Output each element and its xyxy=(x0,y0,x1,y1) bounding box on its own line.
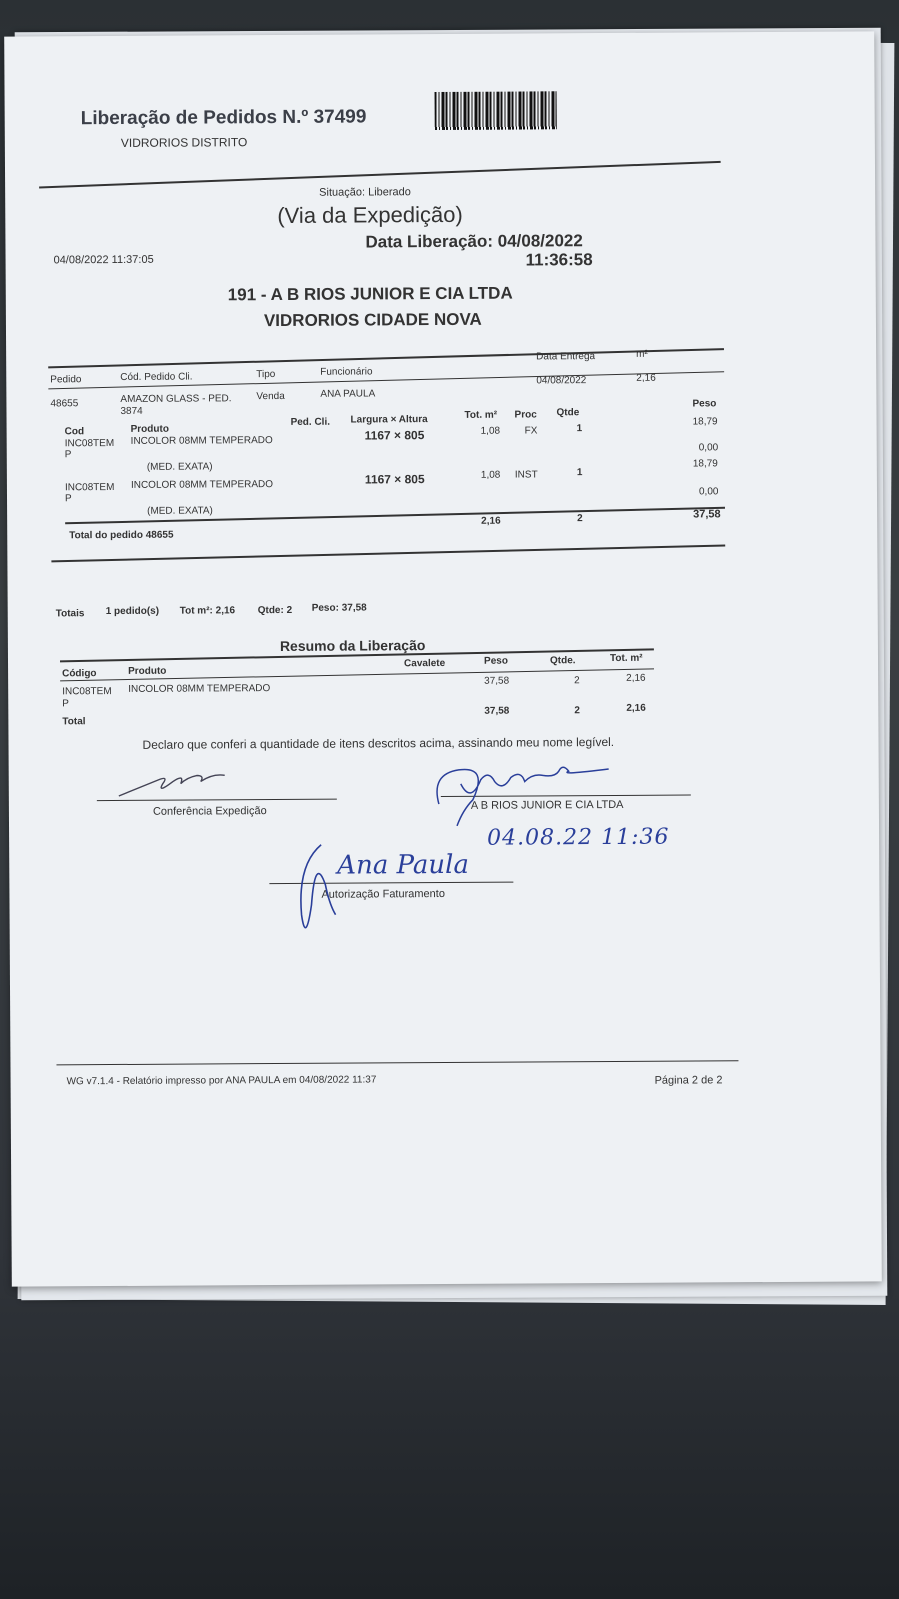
order-bottom-line xyxy=(51,545,725,562)
release-date: Data Liberação: 04/08/2022 xyxy=(365,231,583,252)
item1-proc: FX xyxy=(524,425,538,437)
summary-total-tot-m2: 2,16 xyxy=(626,702,646,714)
item1-dimensions: 1167 × 805 xyxy=(364,428,425,443)
release-time: 11:36:58 xyxy=(525,250,593,270)
totals-peso: Peso: 37,58 xyxy=(311,602,367,614)
item2-produto: INCOLOR 08MM TEMPERADO xyxy=(130,479,274,491)
handwritten-date: 04.08.22 11:36 xyxy=(487,824,670,851)
order-total-label: Total do pedido 48655 xyxy=(69,529,174,542)
handwritten-name: Ana Paula xyxy=(337,849,470,881)
produto-header: Produto xyxy=(130,423,169,435)
declaration-text: Declaro que conferi a quantidade de itens descritos acima, assinando meu nome legível. xyxy=(142,734,615,752)
data-entrega-label: Data Entrega xyxy=(536,351,596,363)
client-store: VIDRORIOS CIDADE NOVA xyxy=(263,309,482,331)
ped-cli-header: Ped. Cli. xyxy=(290,416,331,428)
cod-pedido-label: Cód. Pedido Cli. xyxy=(120,371,193,383)
item2-peso: 18,79 xyxy=(692,458,718,470)
company-name: VIDRORIOS DISTRITO xyxy=(120,135,248,150)
footer-right: Página 2 de 2 xyxy=(654,1074,723,1087)
tipo-label: Tipo xyxy=(256,369,276,381)
summary-produto-header: Produto xyxy=(128,665,167,677)
totals-m2: Tot m²: 2,16 xyxy=(179,605,236,617)
cod-pedido-line2: 3874 xyxy=(120,405,143,417)
summary-total-label: Total xyxy=(62,716,86,728)
item1-produto: INCOLOR 08MM TEMPERADO xyxy=(130,435,273,447)
order-tipo: Venda xyxy=(256,390,285,403)
m2-label: m² xyxy=(636,348,648,360)
item2-qtde: 1 xyxy=(576,467,583,479)
status-text: Situação: Liberado xyxy=(319,186,411,199)
funcionario-label: Funcionário xyxy=(320,366,373,378)
authorization-signature-flourish xyxy=(301,845,336,928)
conference-signature xyxy=(119,775,225,796)
summary-total-qtde: 2 xyxy=(574,705,580,717)
tot-m2-header: Tot. m² xyxy=(464,409,498,421)
conference-label: Conferência Expedição xyxy=(152,805,267,818)
item2-tot-m2: 1,08 xyxy=(480,469,501,481)
item1-cod-line1: INC08TEM xyxy=(64,438,115,450)
copy-label: (Via da Expedição) xyxy=(277,201,463,229)
order-m2: 2,16 xyxy=(636,372,656,384)
document-title: Liberação de Pedidos N.º 37499 xyxy=(80,106,367,130)
header-divider xyxy=(39,161,721,188)
order-total-peso: 37,58 xyxy=(693,508,721,521)
order-top-line xyxy=(48,348,724,368)
item1-obs: (MED. EXATA) xyxy=(146,461,213,473)
qtde-header: Qtde xyxy=(556,407,580,419)
cod-header: Cod xyxy=(64,426,85,438)
item1-peso: 18,79 xyxy=(692,416,718,428)
summary-codigo-line2: P xyxy=(62,698,69,710)
item1-peso-extra: 0,00 xyxy=(698,442,719,454)
peso-header: Peso xyxy=(692,398,717,410)
item2-obs: (MED. EXATA) xyxy=(147,505,213,517)
item1-qtde: 1 xyxy=(576,423,583,435)
pedido-label: Pedido xyxy=(50,374,82,386)
item2-dimensions: 1167 × 805 xyxy=(364,472,425,487)
totals-label: Totais xyxy=(55,608,85,620)
authorization-label: Autorização Faturamento xyxy=(321,887,445,901)
summary-peso: 37,58 xyxy=(484,675,510,687)
footer-line xyxy=(56,1060,738,1065)
client-signature-label: A B RIOS JUNIOR E CIA LTDA xyxy=(470,798,624,812)
item2-proc: INST xyxy=(514,469,538,481)
summary-tot-m2: 2,16 xyxy=(626,672,646,684)
cod-pedido-line1: AMAZON GLASS - PED. xyxy=(120,393,232,405)
summary-tot-m2-header: Tot. m² xyxy=(609,652,643,664)
summary-codigo-line1: INC08TEM xyxy=(62,686,112,698)
barcode xyxy=(435,91,557,130)
summary-qtde-header: Qtde. xyxy=(549,655,576,667)
summary-total-peso: 37,58 xyxy=(484,705,510,717)
proc-header: Proc xyxy=(514,409,537,421)
summary-cavalete-header: Cavalete xyxy=(403,657,446,670)
order-funcionario: ANA PAULA xyxy=(320,388,376,400)
item1-cod-line2: P xyxy=(64,449,72,461)
summary-title: Resumo da Liberação xyxy=(279,637,426,654)
order-total-m2: 2,16 xyxy=(481,515,501,527)
data-entrega: 04/08/2022 xyxy=(536,375,587,387)
order-number: 48655 xyxy=(50,398,79,410)
item2-cod-line2: P xyxy=(64,493,72,505)
summary-qtde: 2 xyxy=(574,675,580,687)
order-total-qtde: 2 xyxy=(577,513,583,525)
item2-peso-extra: 0,00 xyxy=(698,486,719,498)
printed-at: 04/08/2022 11:37:05 xyxy=(53,253,154,267)
summary-codigo-header: Código xyxy=(62,668,97,680)
summary-produto: INCOLOR 08MM TEMPERADO xyxy=(128,683,271,695)
footer-left: WG v7.1.4 - Relatório impresso por ANA PAULA em 04/08/2022 11:37 xyxy=(66,1074,377,1088)
signature-drawings xyxy=(89,762,710,966)
item1-tot-m2: 1,08 xyxy=(480,425,501,437)
totals-qtde: Qtde: 2 xyxy=(257,604,293,617)
client-name: 191 - A B RIOS JUNIOR E CIA LTDA xyxy=(227,283,513,305)
item2-cod-line1: INC08TEM xyxy=(64,482,115,494)
client-signature xyxy=(437,767,609,826)
document-page xyxy=(4,31,882,1286)
totals-pedidos: 1 pedido(s) xyxy=(105,605,160,618)
summary-peso-header: Peso xyxy=(483,655,508,667)
largura-altura-header: Largura × Altura xyxy=(350,414,428,426)
